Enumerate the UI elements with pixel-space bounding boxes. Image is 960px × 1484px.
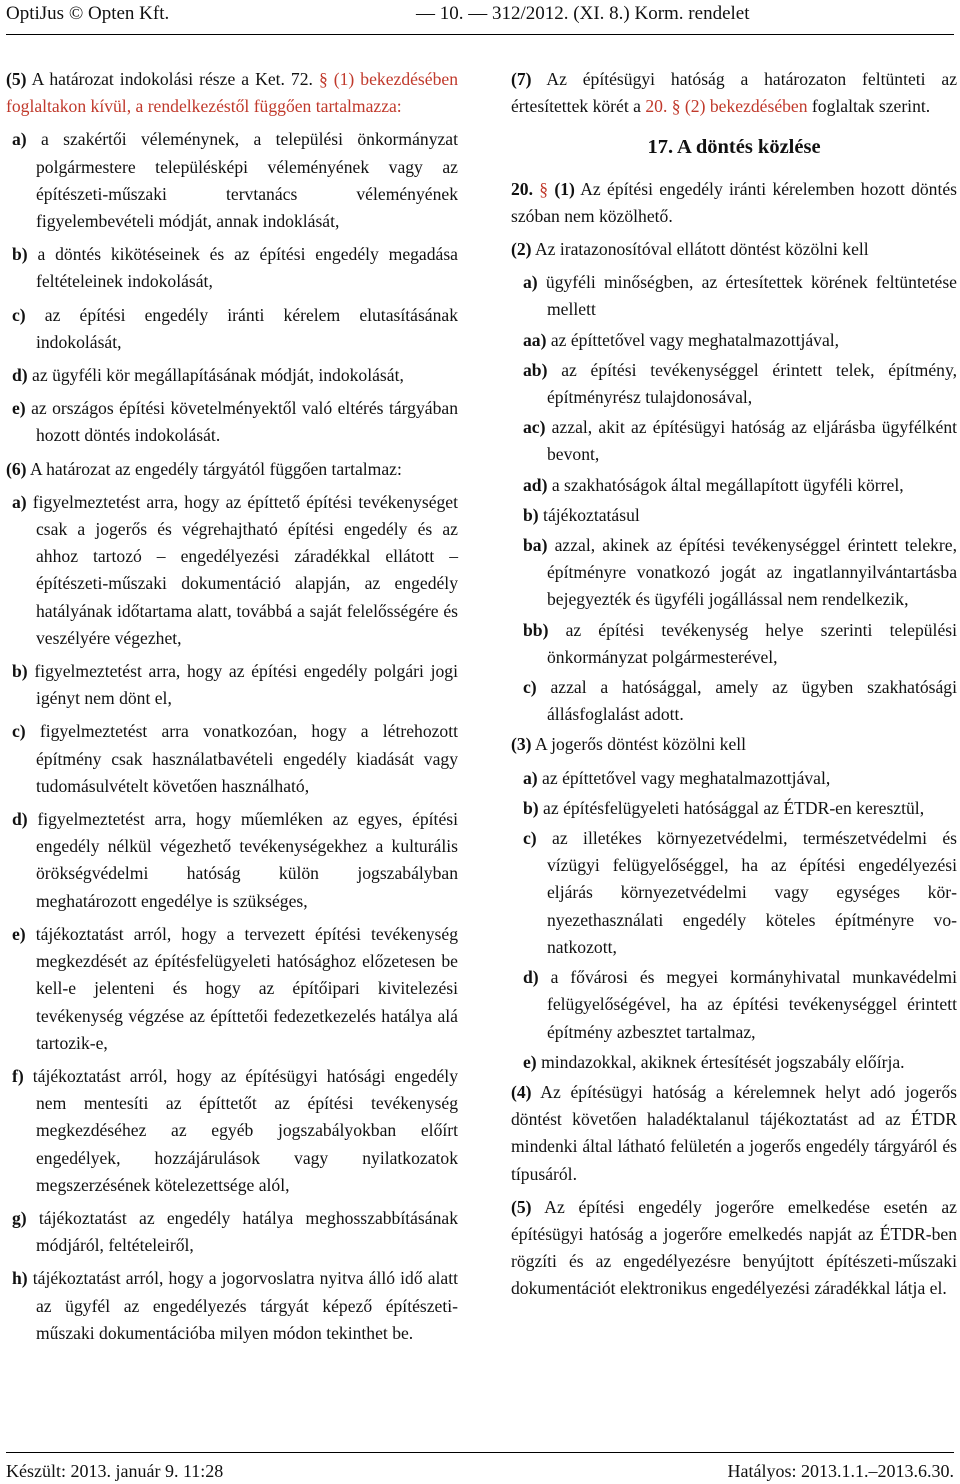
list-item: e) mindazokkal, akiknek értesítését jogszabály előírja. — [523, 1051, 905, 1072]
list-item: b) a döntés kikötéseinek és az építési engedély megadása feltételeinek indokolását, — [12, 244, 458, 292]
section-20-paragraph-2: (2) Az iratazonosítóval ellátott döntést közölni kell — [511, 239, 869, 260]
footer-divider — [6, 1452, 954, 1453]
list-item: d) az ügyféli kör megállapításának módját, indokolását, — [12, 365, 404, 386]
paragraph-7: (7) Az építésügyi hatóság a határozaton feltünteti az értesítettek körét a 20. § (2) bekezdésében foglaltak szerint. — [511, 69, 957, 117]
list-item: a) a szakértői véleménynek, a települési önkormányzat polgármestere településképi véleményének vagy az építészeti-műszaki tervtanács véleményének figyelembevételi módját, annak indoklását, — [12, 129, 458, 232]
list-item: d) a fővárosi és megyei kormányhivatal munkavédelmi felügyelőségével, ha az építési tevékenységgel érintett építmény azbesztet tartalmaz, — [523, 967, 957, 1042]
paragraph-5: (5) A határozat indokolási része a Ket. 72. § (1) bekezdésében foglaltakon kívül, a rendelkezéstől függően tartalmazza: — [6, 69, 458, 117]
paragraph-6: (6) A határozat az engedély tárgyától függően tartalmaz: — [6, 458, 402, 479]
left-column — [6, 66, 458, 1353]
sub-list-item: aa) az építtetővel vagy meghatalmazottjával, — [523, 329, 840, 350]
page-header — [6, 2, 954, 26]
section-title: 17. A döntés közlése — [647, 136, 821, 159]
header-divider — [6, 34, 954, 35]
list-item: a) figyelmeztetést arra, hogy az építtető építési tevékenységet csak a jogerős és végrehajtható építési engedély és az ahhoz tartozó – engedélyezési záradékkal ellátott – építészeti-műszaki dokumentáció alapján, az engedély hatályának időtartama alatt, továbbá a saját felelősségére és veszélyére végezhet, — [12, 491, 458, 648]
cross-reference-link[interactable]: § (1) bekezdésében foglaltakon kívül, a rendelkezéstől függően tartalmazza: — [6, 69, 458, 117]
list-item: b) az építésfelügyeleti hatósággal az ÉTDR-en keresztül, — [523, 797, 925, 818]
list-item: e) az országos építési követelményektől való eltérés tárgyában hozott döntés indokolását. — [12, 398, 458, 446]
header-publisher: OptiJus © Opten Kft. — [6, 3, 170, 24]
sub-list-item: bb) az építési tevékenység helye szerinti települési önkormányzat polgármesterével, — [523, 619, 957, 667]
list-item: c) az illetékes környezetvédelmi, természetvédelmi és vízügyi felügyelőséggel, ha az építési engedélyezési eljárás környezetvédelmi vagy egységes környezethasználati engedély köteles építményre vonatkozott, — [523, 828, 957, 957]
list-item: d) figyelmeztetést arra, hogy műemléken az egyes, építési engedély nélkül végezhető tevékenységekhez a kulturális örökségvédelmi hatóság külön jogszabályban meghatározott engedélye is szükséges, — [12, 809, 458, 911]
page-footer — [6, 1460, 954, 1482]
list-item: a) ügyféli minőségben, az értesítettek körének feltüntetése mellett — [523, 272, 957, 320]
list-item: e) tájékoztatást arról, hogy a tervezett építési tevékenység megkezdését az építésfelügyeleti hatósághoz előzetesen be kell-e jelenteni és hogy az építőipari kivitelezési tevékenység végzése az építtetői fedezetkezelés hatálya alá tartozik-e, — [12, 923, 458, 1053]
right-column — [511, 66, 957, 1309]
list-item: b) figyelmeztetést arra, hogy az építési engedély polgári jogi igényt nem dönt el, — [12, 661, 458, 709]
list-item: b) tájékoztatásul — [523, 504, 640, 525]
section-20-paragraph-5: (5) Az építési engedély jogerőre emelkedése esetén az építésügyi hatóság a jogerőre emelkedés napját az ÉTDR-ben rögzíti és az engedélyezésre benyújtott építészeti-műszaki dokumentációt elektronikus engedélyezési záradékkal látja el. — [511, 1196, 957, 1299]
list-item: h) tájékoztatást arról, hogy a jogorvoslatra nyitva álló idő alatt az ügyfél az engedélyezés tárgyát képező építészeti-műszaki dokumentációba milyen módon tekinthet be. — [12, 1268, 458, 1343]
list-item: c) az építési engedély iránti kérelem elutasításának indokolását, — [12, 304, 458, 352]
section-20-paragraph-4: (4) Az építésügyi hatóság a kérelemnek helyt adó jogerős döntést követően haladéktalanul tájékoztatást ad az ÉTDR mindenki által látható felületén a jogerős engedély tárgyáról és típusáról. — [511, 1081, 957, 1184]
list-item: f) tájékoztatást arról, hogy az építésügyi hatósági engedély nem mentesíti az építtetőt az építési tevékenység megkezdéséhez az egyéb jogszabályokban előírt engedélyek, hozzájárulások vagy nyilatkozatok megszerzésének kötelezettsége alól, — [12, 1065, 458, 1195]
sub-list-item: ad) a szakhatóságok által megállapított ügyféli körrel, — [523, 474, 904, 495]
paragraph-label: (6) — [6, 458, 27, 479]
sub-list-item: ba) azzal, akinek az építési tevékenységgel érintett telekre, építményre vonatkozó jogát az ingatlannyilvántartásba bejegyezték és ügyféli jogállással nem rendelkezik, — [523, 535, 957, 610]
header-page-and-title: — 10. — 312/2012. (XI. 8.) Korm. rendelet — [416, 3, 750, 24]
section-20-paragraph-1: 20. § (1) Az építési engedély iránti kérelemben hozott döntés szóban nem közölhető. — [511, 178, 957, 226]
sub-list-item: ab) az építési tevékenységgel érintett telek, építmény, építményrész tulajdonosával, — [523, 359, 957, 408]
list-item: a) az építtetővel vagy meghatalmazottjával, — [523, 767, 831, 788]
cross-reference-link[interactable]: 20. § (2) bekezdésében — [645, 96, 808, 117]
sub-list-item: ac) azzal, akit az építésügyi hatóság az eljárásba ügyfélként bevont, — [523, 417, 957, 465]
section-sign-link[interactable]: § — [533, 178, 549, 199]
paragraph-label: (5) — [6, 69, 27, 89]
footer-created-date: Készült: 2013. január 9. 11:28 — [6, 1461, 224, 1481]
footer-effective-period: Hatályos: 2013.1.1.–2013.6.30. — [727, 1461, 954, 1481]
section-number: 20. — [511, 178, 533, 199]
list-item: c) figyelmeztetést arra vonatkozóan, hogy a létrehozott építmény csak használatbavételi engedély kiadását vagy tudomásulvételt követően használható, — [12, 721, 458, 796]
list-item: g) tájékoztatást az engedély hatálya meghosszabbításának módjáról, feltételeiről, — [12, 1207, 458, 1256]
section-20-paragraph-3: (3) A jogerős döntést közölni kell — [511, 734, 747, 755]
list-item: c) azzal a hatósággal, amely az ügyben szakhatósági állásfoglalást adott. — [523, 677, 957, 725]
paragraph-label: (7) — [511, 69, 532, 89]
